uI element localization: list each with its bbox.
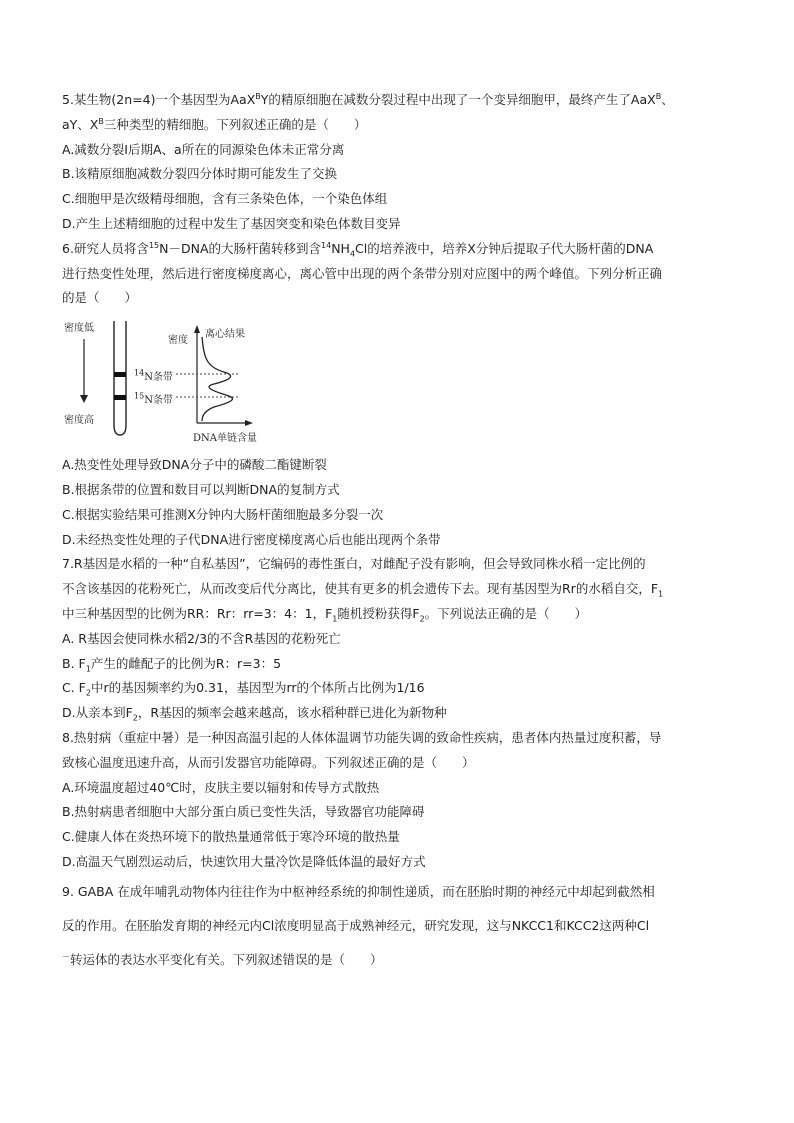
question-8 xyxy=(62,726,738,875)
question-5 xyxy=(62,88,738,237)
density-curve xyxy=(202,337,232,421)
band-14n xyxy=(114,372,126,377)
y-axis-arrow xyxy=(194,325,200,333)
question-6-option-c: C.根据实验结果可推测X分钟内大肠杆菌细胞最多分裂一次 xyxy=(62,506,384,522)
question-8-stem-line-1: 8.热射病（重症中暑）是一种因高温引起的人体体温调节功能失调的致命性疾病，患者体内热量过度积蓄，导 xyxy=(62,729,662,745)
x-axis-arrow xyxy=(245,420,253,426)
question-9-stem-line-2: 反的作用。在胚胎发育期的神经元内Cl浓度明显高于成熟神经元，研究发现，这与NKCC1和KCC2这两种Cl xyxy=(62,917,650,933)
figure-title: 离心结果 xyxy=(205,329,245,341)
band-14n-label: $^{14}$N条带 xyxy=(134,368,173,384)
question-9 xyxy=(62,875,738,977)
question-6-option-a: A.热变性处理导致DNA分子中的磷酸二酯键断裂 xyxy=(62,457,327,473)
question-9-stem-line-3: －转运体的表达水平变化有关。下列叙述错误的是（ ） xyxy=(62,951,383,967)
question-7-option-d: D.从亲本到$F_2$，R基因的频率会越来越高，该水稻种群已进化为新物种 xyxy=(62,705,447,723)
question-9-stem-line-1: 9. GABA 在成年哺乳动物体内往往作为中枢神经系统的抑制性递质，而在胚胎时期的神经元中却起到截然相 xyxy=(62,883,655,899)
question-6 xyxy=(62,237,738,553)
band-15n xyxy=(114,395,126,400)
question-8-option-d: D.高温天气剧烈运动后，快速饮用大量冷饮是降低体温的最好方式 xyxy=(62,853,426,869)
x-axis-label: DNA单链含量 xyxy=(193,433,257,445)
question-5-stem-line-1: 5.某生物(2n=4)一个基因型为AaX$^B$Y的精原细胞在减数分裂过程中出现了一个变异细胞甲，最终产生了AaX$^B$、 xyxy=(62,91,674,107)
question-8-option-a: A.环境温度超过40℃时，皮肤主要以辐射和传导方式散热 xyxy=(62,779,380,795)
question-5-option-a: A.减数分裂Ⅰ后期A、a所在的同源染色体未正常分离 xyxy=(62,141,345,157)
exam-page xyxy=(62,88,738,977)
question-7-stem-line-3: 中三种基因型的比例为RR：Rr：rr=3：4：1，$F_1$随机授粉获得$F_2$。下列说法正确的是（ ） xyxy=(62,605,588,624)
density-arrow-head xyxy=(80,395,88,403)
question-5-option-c: C.细胞甲是次级精母细胞，含有三条染色体，一个染色体组 xyxy=(62,191,388,207)
tube-outline xyxy=(114,321,126,435)
question-7-stem-line-2: 不含该基因的花粉死亡，从而改变后代分离比，使其有更多的机会遗传下去。现有基因型为Rr的水稻自交，$F_1$ xyxy=(62,581,664,599)
question-7-option-b: B. $F_1$产生的雌配子的比例为R：r=3：5 xyxy=(62,655,282,674)
question-7 xyxy=(62,552,738,726)
question-8-option-c: C.健康人体在炎热环境下的散热量通常低于寒冷环境的散热量 xyxy=(62,829,400,845)
question-5-stem-line-2: aY、$X^B$三种类型的精细胞。下列叙述正确的是（ ） xyxy=(62,116,367,132)
density-low-label: 密度低 xyxy=(64,323,94,335)
question-6-option-d: D.未经热变性处理的子代DNA进行密度梯度离心后也能出现两个条带 xyxy=(62,531,441,547)
centrifuge-figure xyxy=(64,317,264,445)
question-6-stem-line-3: 的是（ ） xyxy=(62,290,138,306)
centrifuge-tube xyxy=(114,321,126,435)
question-8-stem-line-2: 致核心温度迅速升高，从而引发器官功能障碍。下列叙述正确的是（ ） xyxy=(62,754,475,770)
question-6-stem-line-2: 进行热变性处理，然后进行密度梯度离心，离心管中出现的两个条带分别对应图中的两个峰值。下列分析正确 xyxy=(62,265,663,281)
question-5-option-d: D.产生上述精细胞的过程中发生了基因突变和染色体数目变异 xyxy=(62,215,401,231)
question-5-option-b: B.该精原细胞减数分裂四分体时期可能发生了交换 xyxy=(62,166,338,182)
band-15n-label: $^{15}$N条带 xyxy=(134,391,173,407)
question-7-stem-line-1: 7.R基因是水稻的一种“自私基因”，它编码的毒性蛋白，对雌配子没有影响，但会导致同株水稻一定比例的 xyxy=(62,556,646,572)
question-6-stem-line-1: 6.研究人员将含$^{15}$N－DNA的大肠杆菌转移到含$^{14}NH_4Cl$的培养液中，培养X分钟后提取子代大肠杆菌的DNA xyxy=(62,240,654,259)
question-7-option-a: A. R基因会使同株水稻2/3的不含R基因的花粉死亡 xyxy=(62,630,341,646)
question-6-option-b: B.根据条带的位置和数目可以判断DNA的复制方式 xyxy=(62,481,340,497)
y-axis-label: 密度 xyxy=(168,335,188,347)
question-7-option-c: C. $F_2$中r的基因频率约为0.31，基因型为rr的个体所占比例为1/16 xyxy=(62,680,425,698)
density-high-label: 密度高 xyxy=(64,415,94,427)
question-8-option-b: B.热射病患者细胞中大部分蛋白质已变性失活，导致器官功能障碍 xyxy=(62,804,425,820)
